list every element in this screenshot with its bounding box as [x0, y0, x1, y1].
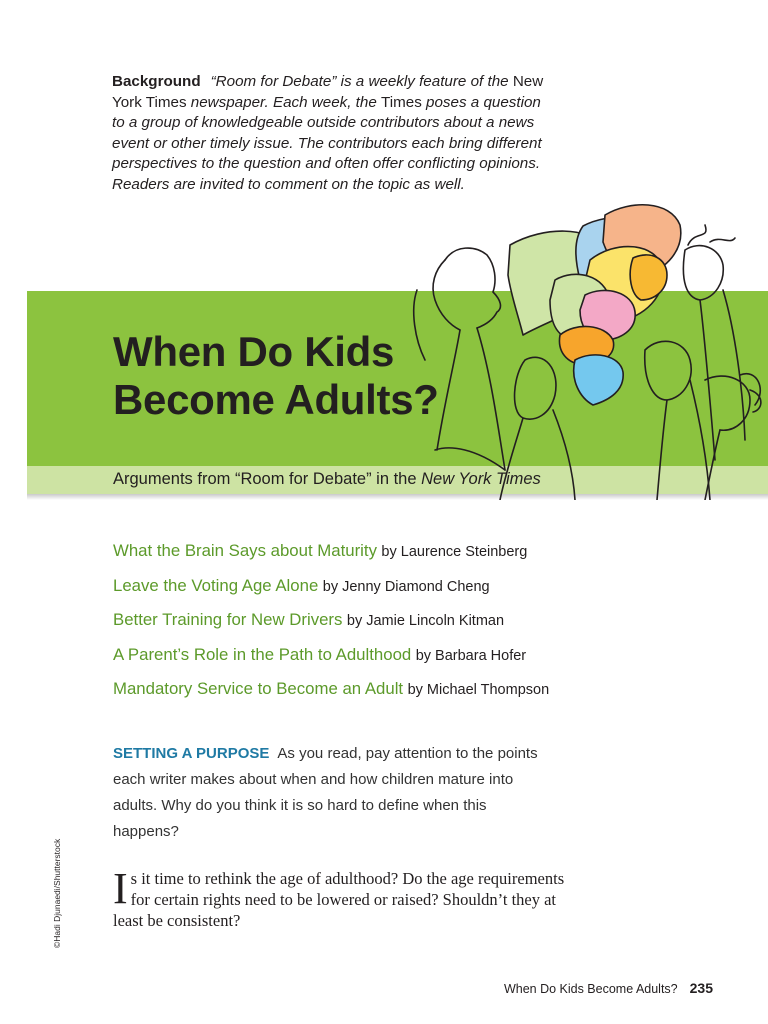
article-author: by Jenny Diamond Cheng [322, 578, 490, 595]
subtitle-prefix: Arguments from “Room for Debate” in the [113, 470, 422, 488]
article-list [113, 538, 753, 711]
running-title: When Do Kids Become Adults? [503, 982, 678, 996]
page-title [113, 328, 439, 424]
article-author: by Barbara Hofer [415, 647, 527, 664]
background-text-2: New York Times [112, 73, 544, 111]
article-title[interactable]: What the Brain Says about Maturity [113, 541, 377, 560]
background-text-4: Times [381, 93, 422, 111]
page-footer [470, 980, 713, 996]
article-title[interactable]: Mandatory Service to Become an Adult [113, 679, 404, 698]
article-author: by Michael Thompson [407, 682, 550, 698]
article-item[interactable] [113, 607, 753, 642]
article-item[interactable] [113, 573, 753, 608]
image-credit: ©Hadi Djunaedi/Shutterstock [52, 838, 62, 948]
background-paragraph [112, 72, 552, 196]
title-line-1: When Do Kids [113, 328, 395, 375]
subtitle [113, 468, 541, 490]
article-item[interactable] [113, 676, 753, 711]
article-author: by Jamie Lincoln Kitman [346, 613, 505, 629]
purpose-text: As you read, pay attention to the points each writer makes about when and how children mature into adults. Why do you think it is so hard to define when this happens? [113, 745, 538, 840]
article-author: by Laurence Steinberg [381, 544, 528, 560]
article-title[interactable]: Leave the Voting Age Alone [113, 575, 319, 595]
background-text-3: newspaper. Each week, the [186, 93, 382, 111]
setting-purpose [113, 741, 553, 845]
title-line-2: Become Adults? [113, 376, 439, 423]
article-item[interactable] [113, 642, 753, 677]
background-text-5: poses a question to a group of knowledgeable outside contributors about a news event or other timely issue. The contributors each bring different perspectives to the question and often offer conflicting opinions. Readers are invited to comment on the topic as well. [112, 93, 542, 193]
body-paragraph [113, 864, 583, 931]
subtitle-source: New York Times [421, 470, 541, 488]
article-title[interactable]: A Parent’s Role in the Path to Adulthood [113, 644, 412, 664]
body-text: s it time to rethink the age of adulthood? Do the age requirements for certain rights need to be lowered or raised? Shouldn’t they at least be consistent? [113, 869, 565, 930]
debate-illustration [405, 200, 768, 500]
page-number: 235 [689, 980, 713, 996]
purpose-label: SETTING A PURPOSE [113, 745, 270, 762]
background-text-1: “Room for Debate” is a weekly feature of the [210, 73, 513, 90]
article-title[interactable]: Better Training for New Drivers [113, 610, 343, 629]
article-item[interactable] [113, 538, 753, 573]
background-label: Background [112, 73, 201, 90]
drop-cap: I [113, 864, 128, 913]
